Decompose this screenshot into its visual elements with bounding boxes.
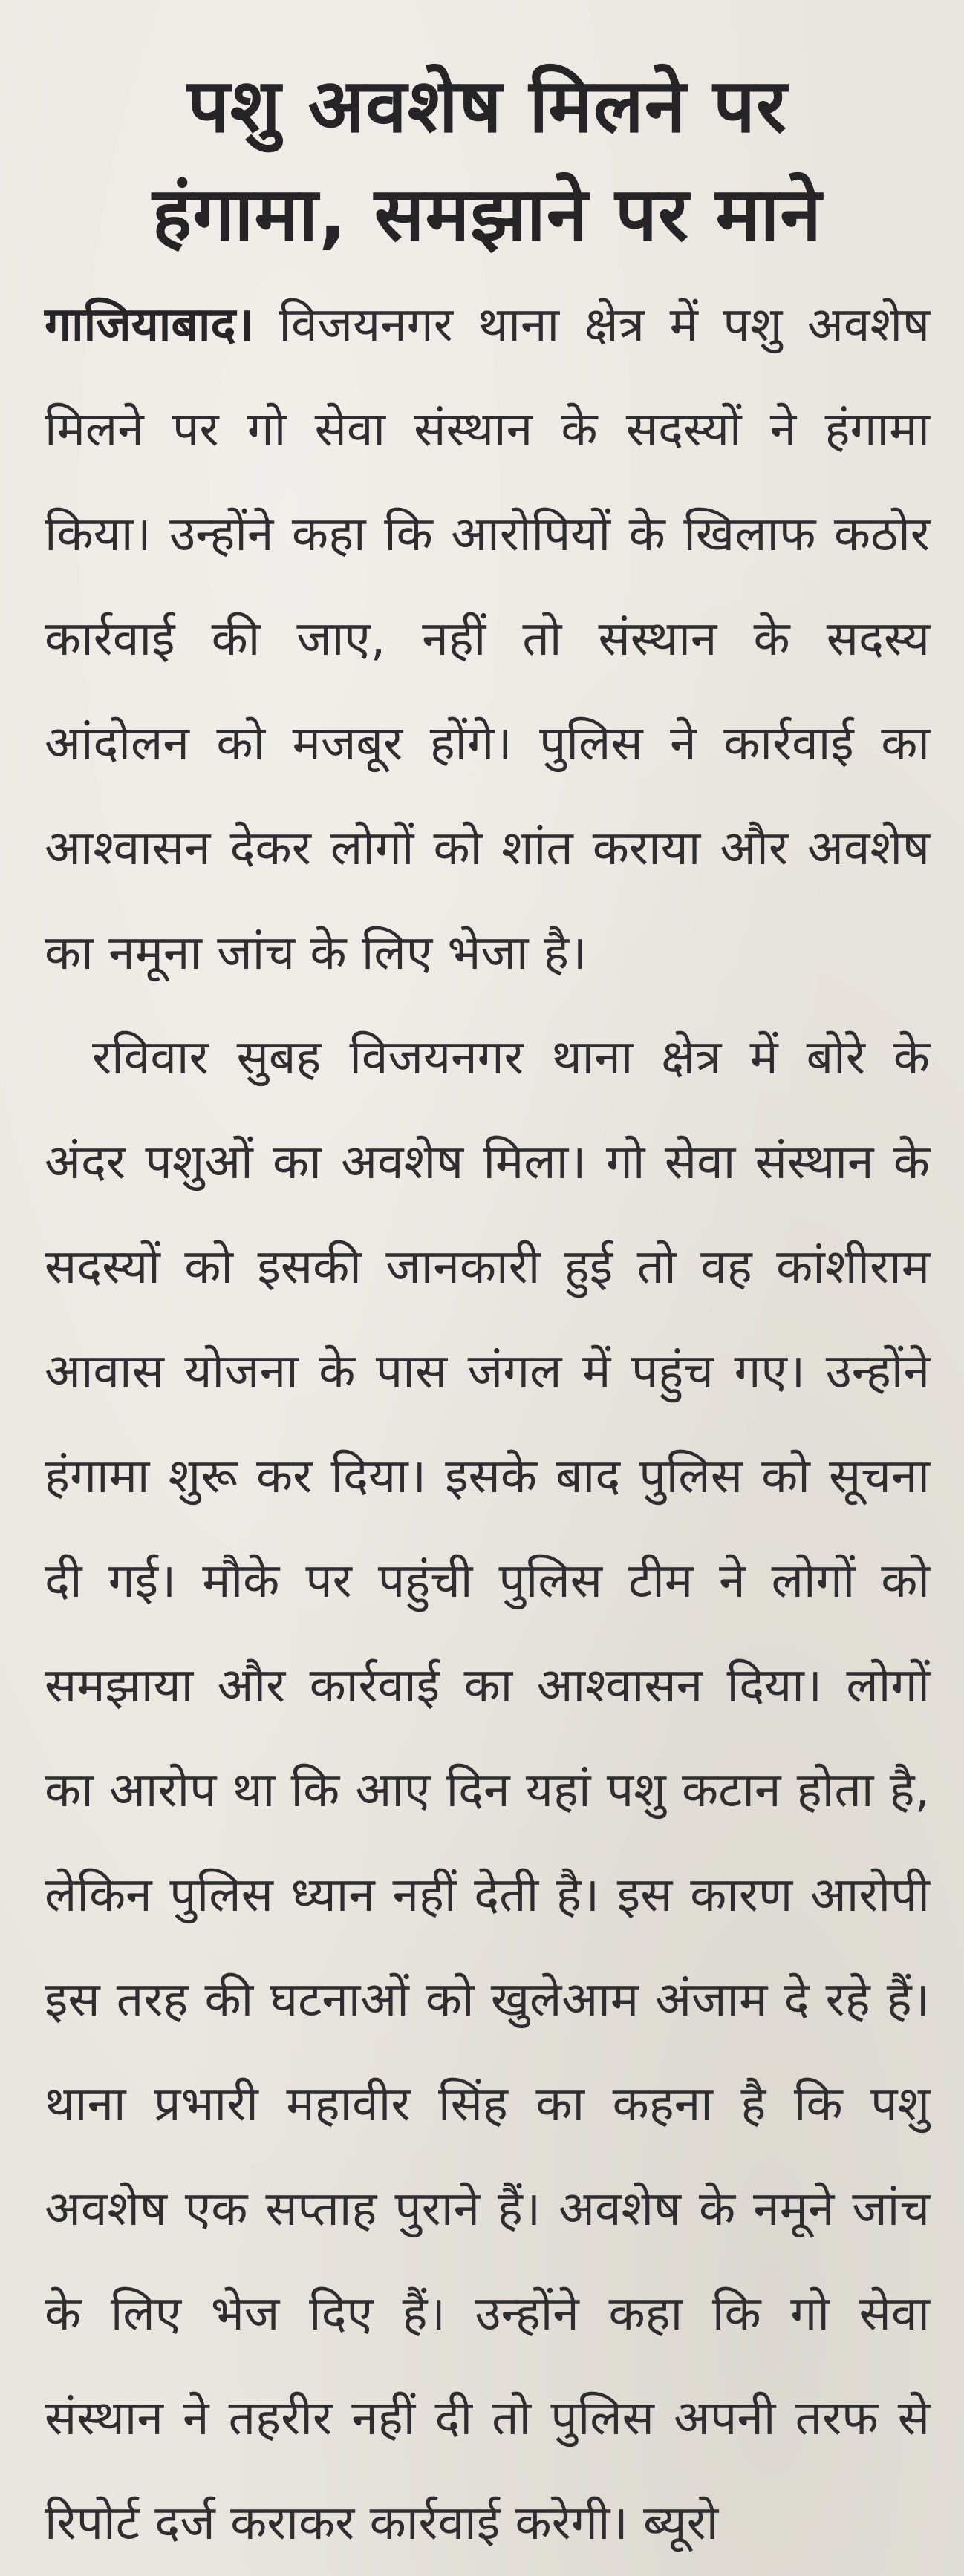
- article-body: [45, 273, 930, 2576]
- headline-line-1: पशु अवशेष मिलने पर: [187, 62, 787, 149]
- headline-line-2: हंगामा, समझाने पर माने: [152, 171, 822, 258]
- article-paragraph-2: रविवार सुबह विजयनगर थाना क्षेत्र में बोरे के अंदर पशुओं का अवशेष मिला। गो सेवा संस्थान के सदस्यों को इसकी जानकारी हुई तो वह कांशीराम आवास योजना के पास जंगल में पहुंच गए। उन्होंने हंगामा शुरू कर दिया। इसके बाद पुलिस को सूचना दी गई। मौके पर पहुंची पुलिस टीम ने लोगों को समझाया और कार्रवाई का आश्वासन दिया। लोगों का आरोप था कि आए दिन यहां पशु कटान होता है, लेकिन पुलिस ध्यान नहीं देती है। इस कारण आरोपी इस तरह की घटनाओं को खुलेआम अंजाम दे रहे हैं। थाना प्रभारी महावीर सिंह का कहना है कि पशु अवशेष एक सप्ताह पुराने हैं। अवशेष के नमूने जांच के लिए भेज दिए हैं। उन्होंने कहा कि गो सेवा संस्थान ने तहरीर नहीं दी तो पुलिस अपनी तरफ से रिपोर्ट दर्ज कराकर कार्रवाई करेगी। ब्यूरो: [45, 1030, 930, 2551]
- headline: [45, 52, 930, 269]
- article-paragraph-1: [45, 273, 930, 1006]
- dateline: गाजियाबाद।: [45, 298, 254, 353]
- paragraph-1-text: विजयनगर थाना क्षेत्र में पशु अवशेष मिलने पर गो सेवा संस्थान के सदस्यों ने हंगामा किया। उन्होंने कहा कि आरोपियों के खिलाफ कठोर कार्रवाई की जाए, नहीं तो संस्थान के सदस्य आंदोलन को मजबूर होंगे। पुलिस ने कार्रवाई का आश्वासन देकर लोगों को शांत कराया और अवशेष का नमूना जांच के लिए भेजा है।: [45, 298, 930, 981]
